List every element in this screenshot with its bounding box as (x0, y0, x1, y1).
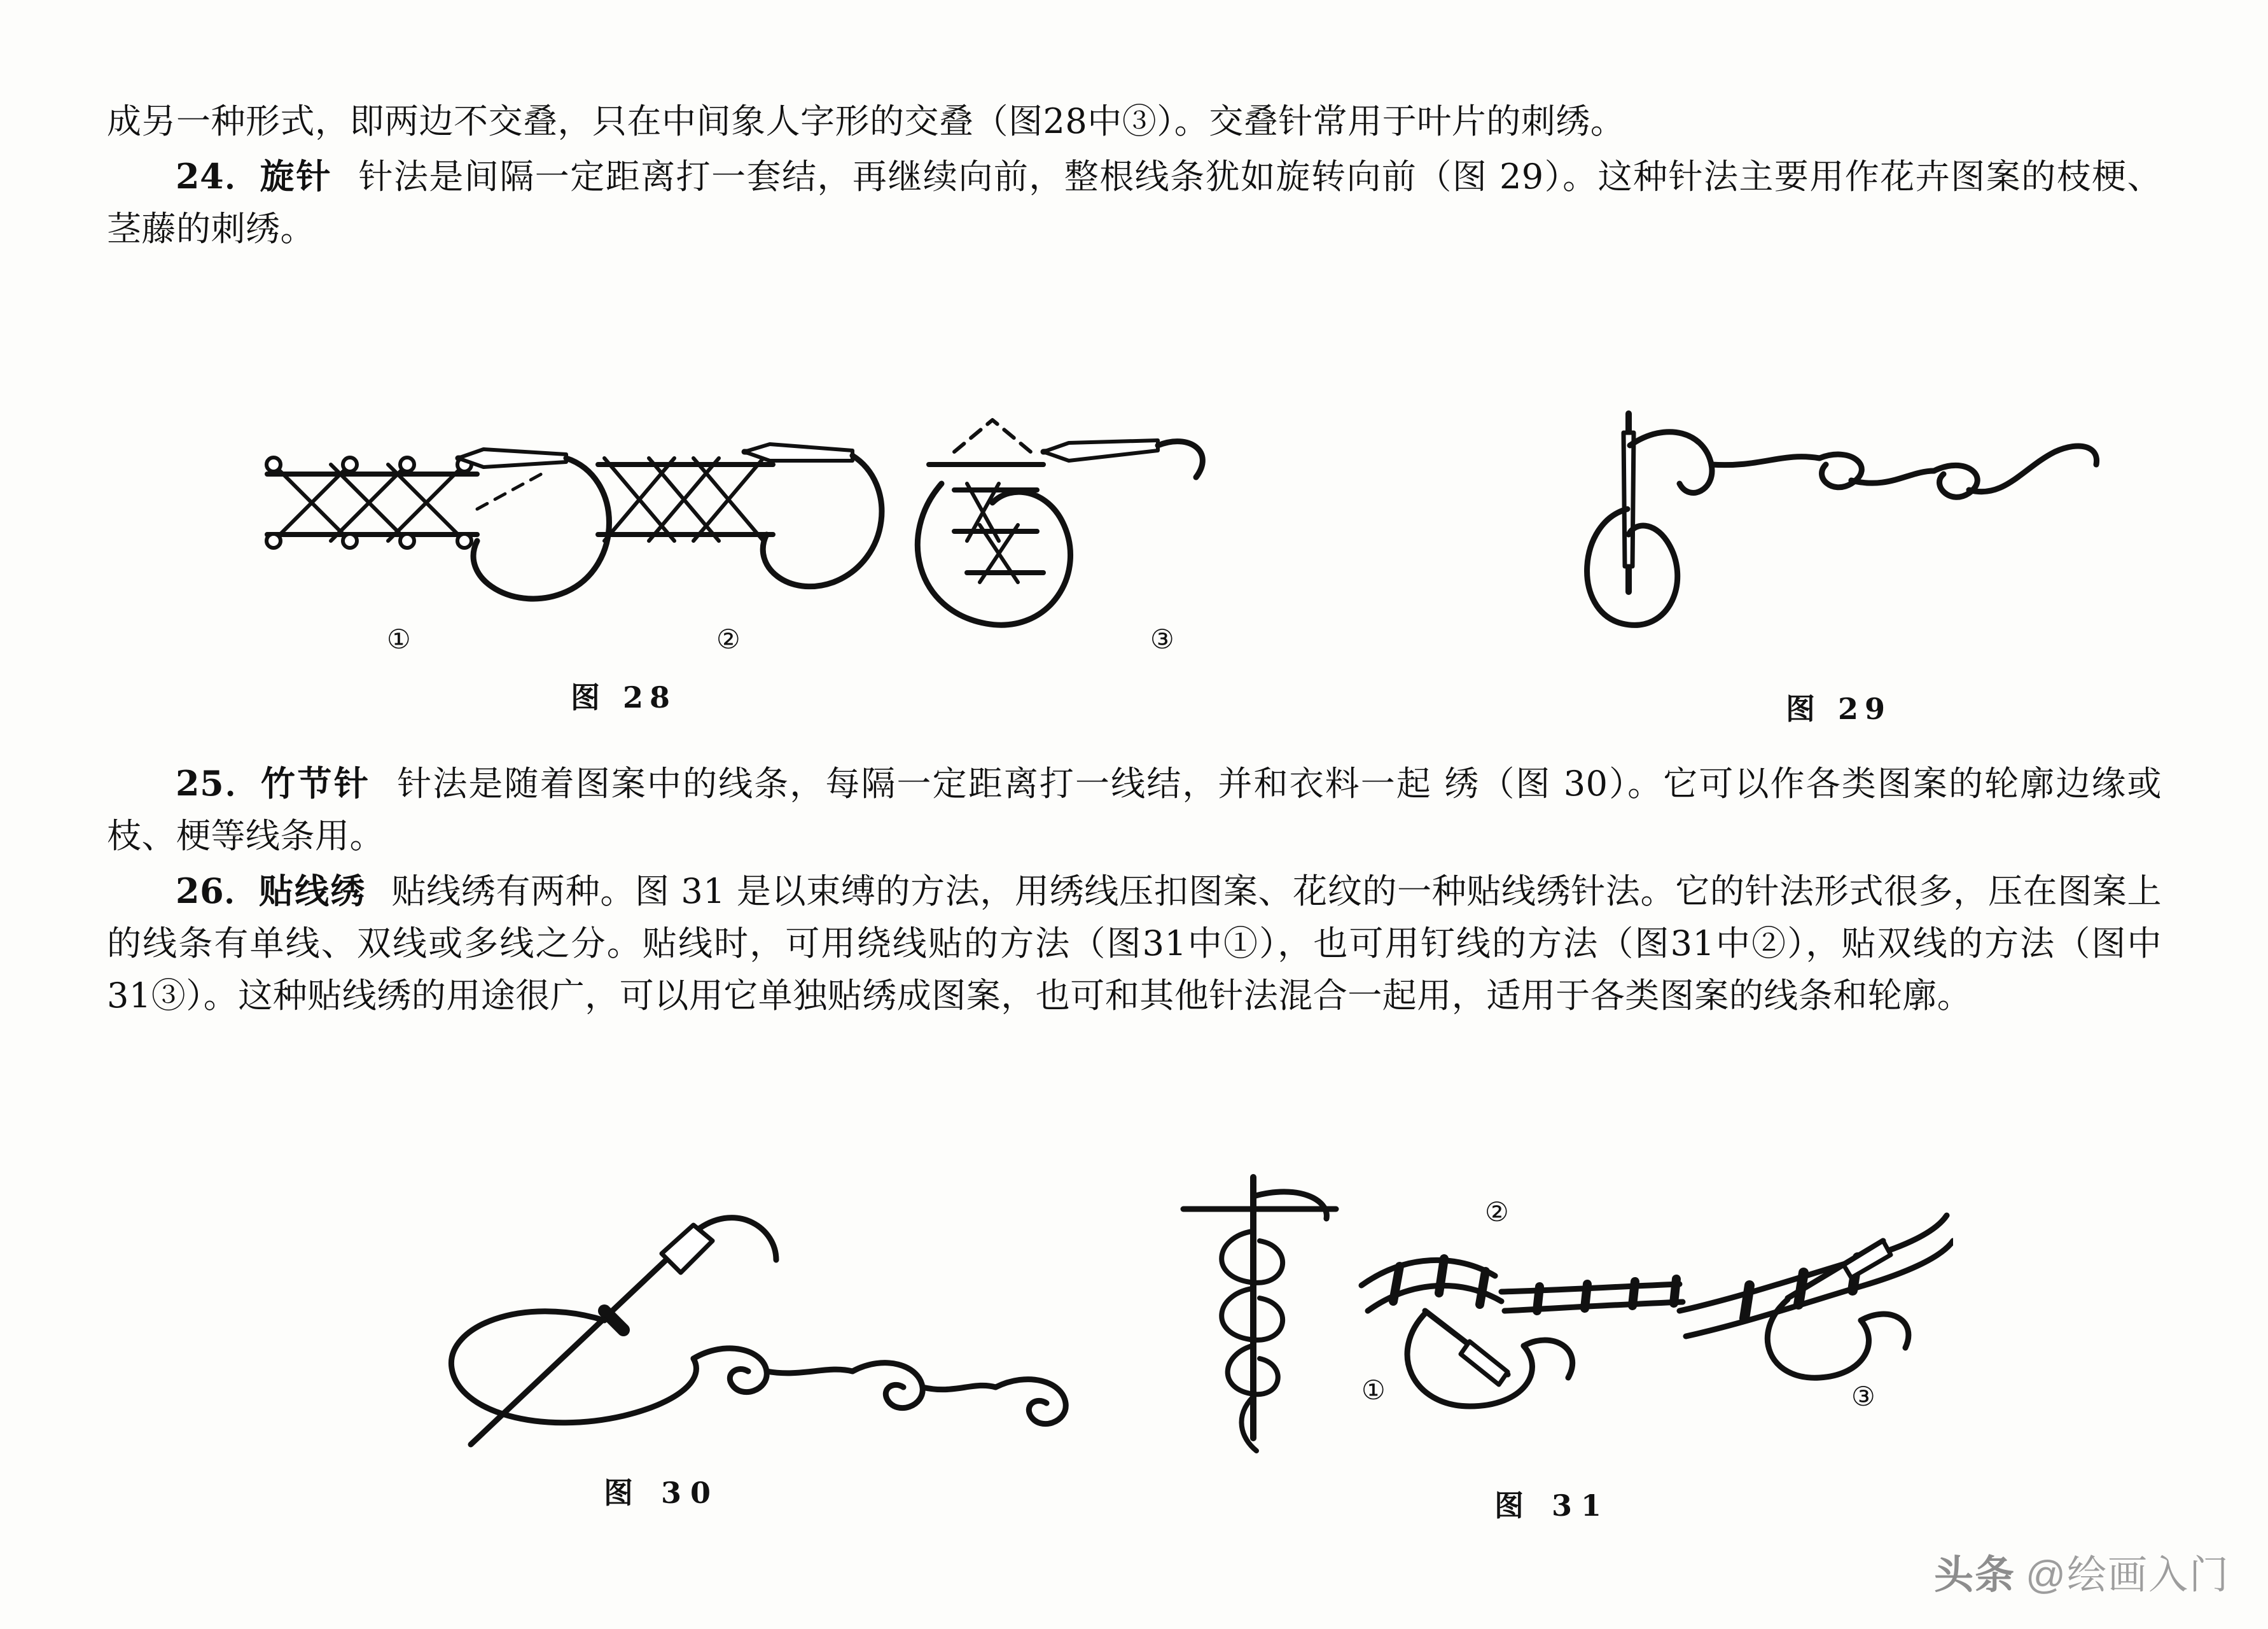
figure-29-caption: 图 29 (1785, 692, 1892, 726)
paragraph-24-text: 针法是间隔一定距离打一套结，再继续向前，整根线条犹如旋转向前（图 29）。这种针法主要用作花卉图案的枝梗、茎藤的刺绣。 (107, 157, 2162, 249)
figure-31-illustration (1171, 1171, 1953, 1464)
figure-28 (242, 401, 1336, 717)
paragraph-25-number: 25． (176, 763, 261, 804)
paragraph-25 (107, 757, 2162, 862)
paragraph-24-term: 旋针 (260, 156, 333, 197)
figure-28-caption: 图 28 (570, 680, 677, 715)
figure-31-mark-1: ① (1361, 1374, 1386, 1406)
watermark-text: @绘画入门 (2026, 1553, 2230, 1597)
paragraph-25-term: 竹节针 (260, 763, 371, 804)
paragraph-24-number: 24． (176, 156, 260, 197)
figure-29-illustration (1552, 407, 2125, 649)
figure-28-illustration (242, 401, 1336, 630)
figure-31-mark-3: ③ (1851, 1381, 1875, 1412)
watermark-logo: 头条 (1934, 1553, 2016, 1597)
text-section-middle (107, 757, 2162, 1024)
figure-30-caption: 图 30 (603, 1476, 720, 1510)
figure-31-caption: 图 31 (1494, 1488, 1611, 1523)
paragraph-26 (107, 865, 2162, 1022)
paragraph-26-number: 26． (176, 870, 259, 912)
text-section-top (107, 95, 2162, 258)
figure-30-illustration (394, 1190, 1126, 1457)
paragraph-24 (107, 150, 2162, 255)
figure-28-mark-3: ③ (1150, 624, 1174, 655)
paragraph-26-term: 贴线绣 (258, 870, 366, 912)
figure-29 (1552, 407, 2125, 728)
paragraph-26-text: 贴线绣有两种。图 31 是以束缚的方法，用绣线压扣图案、花纹的一种贴线绣针法。它的针法形式很多，压在图案上的线条有单线、双线或多线之分。贴线时，可用绕线贴的方法（图31中①），也可用钉线的方法（图31中②），贴双线的方法（图中31③）。这种贴线绣的用途很广，可以用它单独贴绣成图案，也可和其他针法混合一起用，适用于各类图案的线条和轮廓。 (107, 871, 2162, 1016)
figure-30 (394, 1190, 1126, 1512)
watermark (1934, 1543, 2230, 1600)
figure-28-mark-1: ① (387, 624, 411, 655)
paragraph-25-text: 针法是随着图案中的线条，每隔一定距离打一线结，并和衣料一起 绣（图 30）。它可以作各类图案的轮廓边缘或枝、梗等线条用。 (107, 764, 2162, 856)
figure-31-mark-2: ② (1485, 1196, 1509, 1227)
figure-28-mark-2: ② (716, 624, 741, 655)
paragraph-continuation: 成另一种形式，即两边不交叠，只在中间象人字形的交叠（图28中③）。交叠针常用于叶片的刺绣。 (107, 101, 1625, 141)
figure-31 (1171, 1171, 1953, 1525)
